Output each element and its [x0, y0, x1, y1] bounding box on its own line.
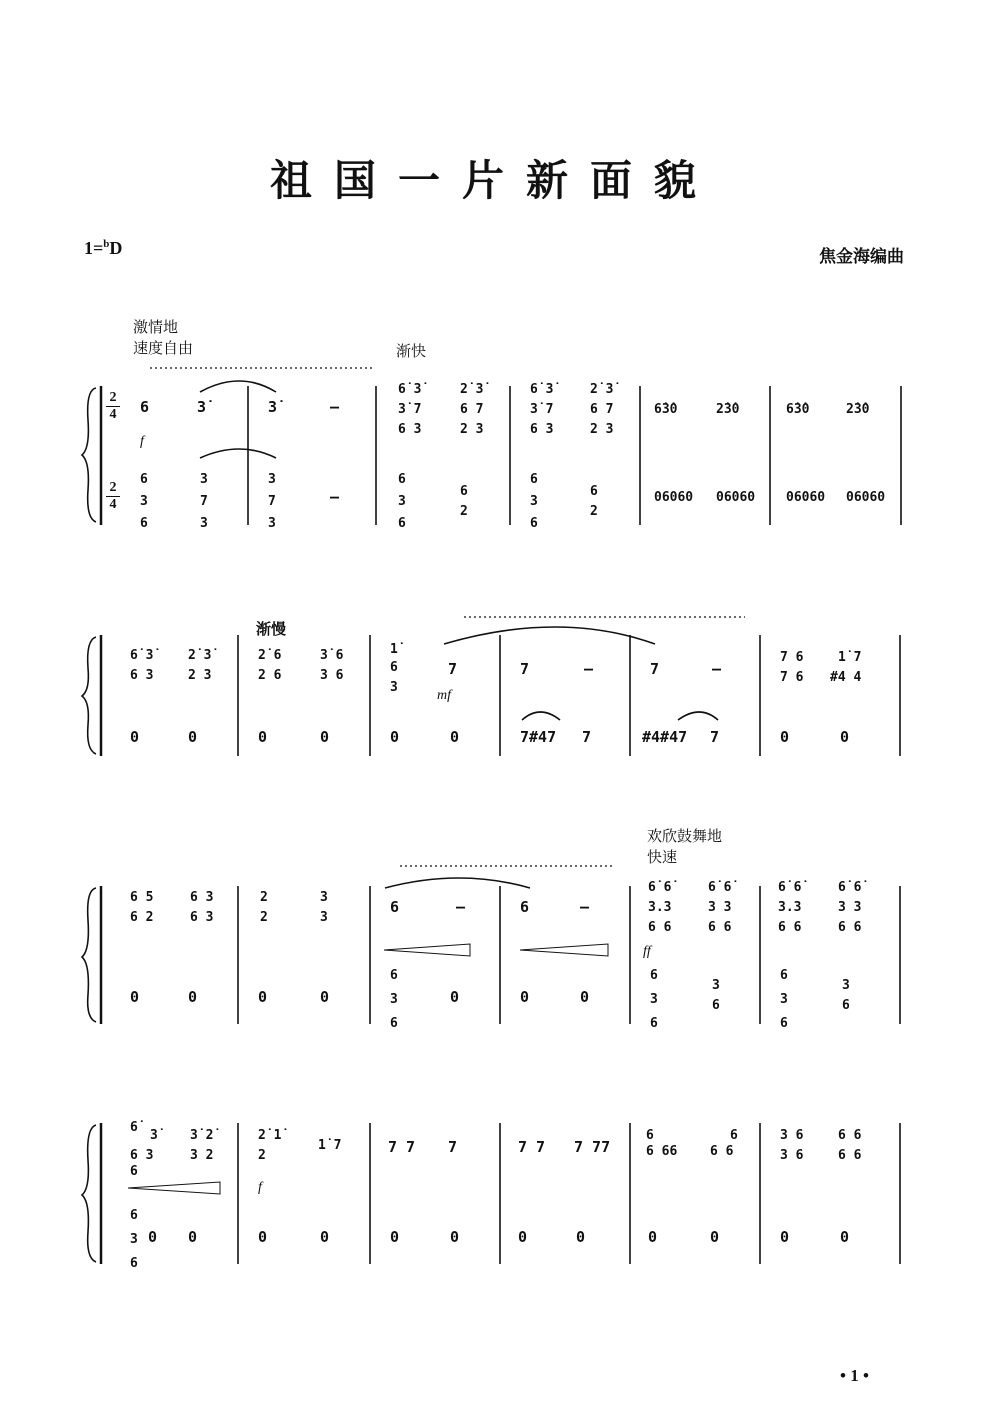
note: 7 6 [780, 670, 804, 685]
note: 0 [450, 988, 460, 1006]
page-number: • 1 • [840, 1366, 869, 1385]
note: 2̇3̇0 [846, 402, 870, 417]
key-flat: b [103, 238, 110, 250]
note: 6 [390, 660, 398, 675]
note: 6 [530, 472, 538, 487]
note: 0 [320, 1228, 330, 1246]
note: 0 [450, 1228, 460, 1246]
rest-dash: – [330, 398, 340, 416]
note: 2 [260, 910, 268, 925]
note: 7 [268, 494, 276, 509]
note: 6 [390, 1016, 398, 1031]
note: 6̇ 6̇ [838, 880, 862, 895]
note: 0 [258, 1228, 268, 1246]
note: 3̇ [150, 1128, 158, 1143]
note: 3 [842, 978, 850, 993]
note: 6 6 [838, 920, 862, 935]
note: 0 [188, 988, 198, 1006]
note: 6 5 [130, 890, 154, 905]
note: #4#47 [642, 728, 688, 746]
note: 6 6 [710, 1144, 734, 1159]
note: 3 [320, 890, 328, 905]
note: 2̇ 3̇ [188, 648, 212, 663]
note: 6 [130, 1256, 138, 1271]
note: 2 [258, 1148, 266, 1163]
note: 3 6 [320, 668, 344, 683]
note: 2 3 [188, 668, 212, 683]
note: 6̇3̇0 [786, 402, 810, 417]
note: 6 3 [398, 422, 422, 437]
note: 2 [590, 504, 598, 519]
note: 6̇ 6̇ [708, 880, 732, 895]
note: 7 6 [780, 650, 804, 665]
note: #4 4 [830, 670, 862, 685]
note: 7 77 [574, 1138, 611, 1156]
note: 6 6 [778, 920, 802, 935]
note: 7 [448, 660, 458, 678]
note: 1̇ [390, 642, 398, 657]
note: 3 [398, 494, 406, 509]
note: 3 [650, 992, 658, 1007]
note: 7 7 [388, 1138, 416, 1156]
time-sig-bottom: 4 [106, 406, 120, 423]
time-sig-bottom: 4 [106, 496, 120, 513]
note: 3 [712, 978, 720, 993]
note: 3 [780, 992, 788, 1007]
note: 6 3 [530, 422, 554, 437]
note: 0 [780, 728, 790, 746]
note: 0 [258, 988, 268, 1006]
note: 7 [710, 728, 720, 746]
note: 3 [200, 472, 208, 487]
note: 0 [518, 1228, 528, 1246]
note: 3 [320, 910, 328, 925]
note: 2 [460, 504, 468, 519]
tempo-marking: 速度自由 [133, 339, 194, 357]
note: 0 [130, 988, 140, 1006]
note: 6 [130, 1208, 138, 1223]
note: 2 3 [590, 422, 614, 437]
note: 6 7 [460, 402, 484, 417]
tempo-marking: 渐快 [396, 342, 427, 360]
rest-dash: – [456, 898, 466, 916]
note: 3̇ 2̇ [190, 1128, 214, 1143]
rest-dash: – [580, 898, 590, 916]
note: 6 [780, 1016, 788, 1031]
note: 3̇ 6 [320, 648, 344, 663]
note: 3 [268, 516, 276, 531]
note: 3 [390, 680, 398, 695]
note: 6 [842, 998, 850, 1013]
note: 3 6 [780, 1128, 804, 1143]
note: 6 [650, 1016, 658, 1031]
composer-credit: 焦金海编曲 [819, 247, 904, 267]
note: 0 [710, 1228, 720, 1246]
dynamic-marking: mf [437, 688, 451, 703]
note: 0 [580, 988, 590, 1006]
note: 6̇ 6̇ [648, 880, 672, 895]
note: 6 3 [130, 1148, 154, 1163]
dynamic-marking: ff [643, 944, 651, 959]
tempo-marking: 快速 [647, 848, 678, 866]
note: 06060 [654, 490, 694, 505]
dynamic-marking: f [258, 1180, 262, 1195]
note: 7 [200, 494, 208, 509]
note: 6 [590, 484, 598, 499]
note: 6 6 [648, 920, 672, 935]
note: 0 [148, 1228, 158, 1246]
note: 6 [520, 898, 530, 916]
note: 6 [460, 484, 468, 499]
note: 6 [130, 1164, 138, 1179]
note: 6 3 [190, 890, 214, 905]
note: 6 66 [646, 1144, 678, 1159]
dynamic-marking: f [140, 434, 144, 449]
note: 0 [576, 1228, 586, 1246]
note: 3̇ 7 [530, 402, 554, 417]
note: 7 7 [518, 1138, 546, 1156]
note: 6 [530, 516, 538, 531]
note: 2 3 [460, 422, 484, 437]
expression-marking: 激情地 [133, 318, 179, 336]
note: 6̇ 6̇ [778, 880, 802, 895]
note: 6 2 [130, 910, 154, 925]
note: 7 [582, 728, 592, 746]
note: 2̇ 3̇ [460, 382, 484, 397]
note: 3 [530, 494, 538, 509]
note: 3 6 [780, 1148, 804, 1163]
note: 7 [650, 660, 660, 678]
note: 0 [390, 1228, 400, 1246]
note: 06060 [716, 490, 756, 505]
note: 6 [390, 968, 398, 983]
note: 06060 [786, 490, 826, 505]
note: 7 [520, 660, 530, 678]
note: 3 3 [708, 900, 732, 915]
tempo-marking: 渐慢 [256, 620, 287, 638]
note: 6̇ 3̇ [130, 648, 154, 663]
note: 0 [258, 728, 268, 746]
note: 6 6 [838, 1148, 862, 1163]
note: 3̇ [268, 398, 278, 416]
note: 2̇ 1̇ [258, 1128, 282, 1143]
note: 6 3 [190, 910, 214, 925]
note: 6 6 [708, 920, 732, 935]
key-note: D [109, 238, 123, 258]
note: 1̇ 7 [318, 1138, 342, 1153]
note: 0 [520, 988, 530, 1006]
note: 0 [130, 728, 140, 746]
note: 6 [650, 968, 658, 983]
note: 0 [450, 728, 460, 746]
note: 3 [140, 494, 148, 509]
note: 2 6 [258, 668, 282, 683]
time-sig-top: 2 [109, 390, 117, 405]
note: 3 2 [190, 1148, 214, 1163]
note: 6 [390, 898, 400, 916]
note: 6 6 [838, 1128, 862, 1143]
note: 6̇ 3̇ [530, 382, 554, 397]
note: 6̇3̇0 [654, 402, 678, 417]
note: 6 [140, 516, 148, 531]
note: 0 [390, 728, 400, 746]
note: 0 [320, 988, 330, 1006]
note: 7 [448, 1138, 458, 1156]
time-sig-top: 2 [109, 480, 117, 495]
note: 0 [188, 728, 198, 746]
note: 3̇ [197, 398, 207, 416]
note: 0 [840, 1228, 850, 1246]
note: 6 [646, 1128, 654, 1143]
note: 6 [780, 968, 788, 983]
key-prefix: 1= [84, 238, 104, 258]
note: 3.3 [648, 900, 672, 915]
note: 6 [140, 398, 150, 416]
note: 0 [648, 1228, 658, 1246]
note: 2̇ 3̇ [590, 382, 614, 397]
note: 3 3 [838, 900, 862, 915]
expression-marking: 欢欣鼓舞地 [647, 827, 723, 845]
note: 2̇3̇0 [716, 402, 740, 417]
note: 6̇ 3̇ [398, 382, 422, 397]
note: 3 [200, 516, 208, 531]
note: 3̇ 7 [398, 402, 422, 417]
note: 6 [140, 472, 148, 487]
rest-dash: – [712, 660, 722, 678]
note: 6 [398, 472, 406, 487]
note: 6 3 [130, 668, 154, 683]
note: 2̇ 6 [258, 648, 282, 663]
note: 0 [188, 1228, 198, 1246]
note: 2 [260, 890, 268, 905]
note: 6 [398, 516, 406, 531]
note: 6̇ [130, 1120, 138, 1135]
note: 3 [390, 992, 398, 1007]
note: 6 [730, 1128, 738, 1143]
note: 6 7 [590, 402, 614, 417]
note: 0 [320, 728, 330, 746]
page-title: 祖国一片新面貌 [269, 156, 718, 205]
note: 3 [268, 472, 276, 487]
note: 0 [840, 728, 850, 746]
note: 3 [130, 1232, 138, 1247]
note: 3.3 [778, 900, 802, 915]
note: 06060 [846, 490, 886, 505]
note: 6 [712, 998, 720, 1013]
note: 0 [780, 1228, 790, 1246]
note: 7#47 [520, 728, 557, 746]
brace [82, 388, 96, 522]
note: 1̇ 7 [838, 650, 862, 665]
rest-dash: – [584, 660, 594, 678]
rest-dash: – [330, 488, 340, 506]
